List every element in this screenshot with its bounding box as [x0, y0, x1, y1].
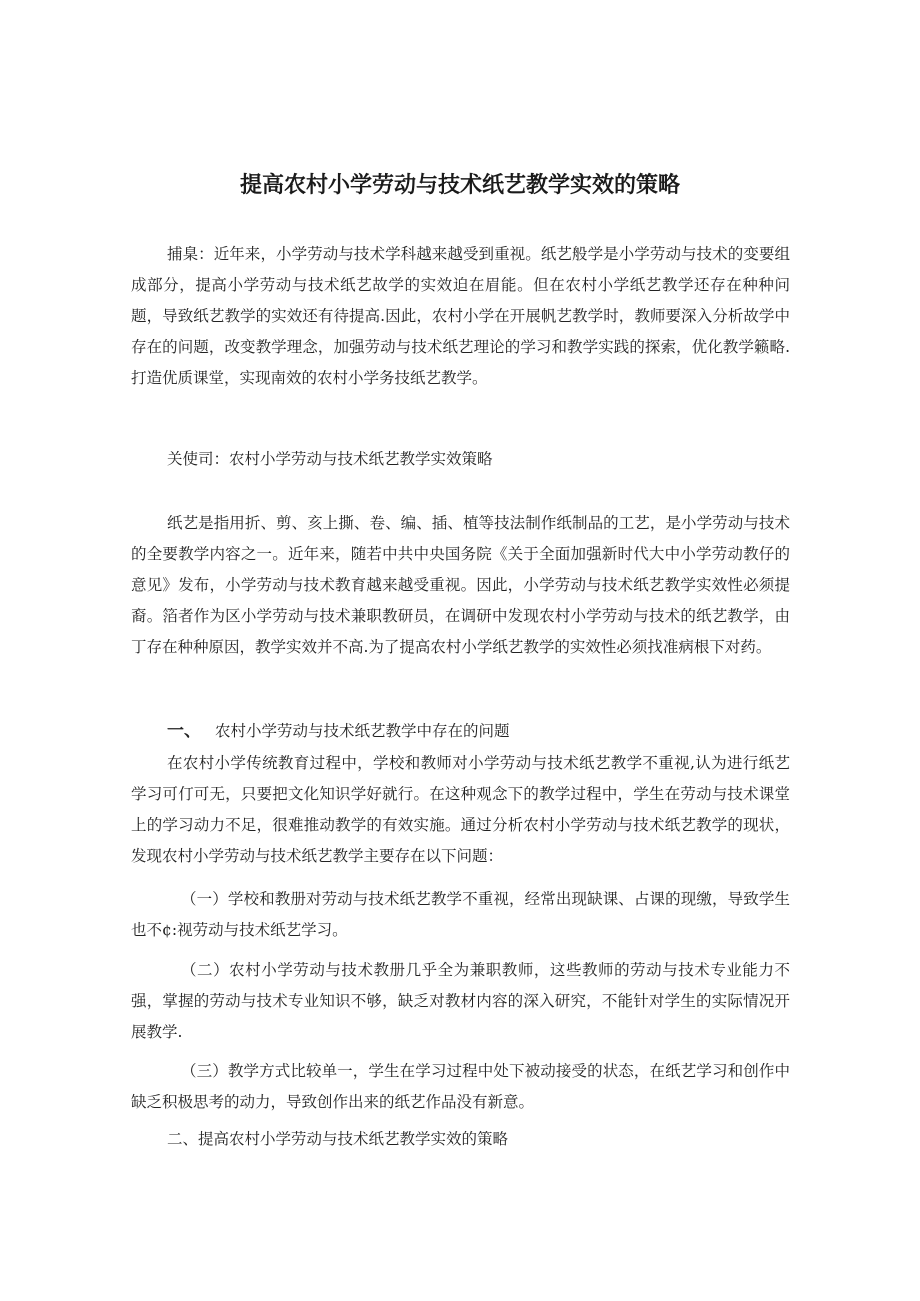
section1-item-2: （二）农村小学劳动与技术教册几乎全为兼职教师，这些教师的劳动与技术专业能力不强，掌握的劳动与技术专业知识不够，缺乏对教材内容的深入研究，不能针对学生的实际情况开展教学. [131, 961, 790, 1041]
section1-item-3: （三）教学方式比较单一，学生在学习过程中处下被动接受的状态，在纸艺学习和创作中缺乏积极思考的动力，导致创作出来的纸艺作品没有新意。 [131, 1062, 790, 1111]
intro-paragraph: 纸艺是指用折、剪、亥上撕、卷、编、插、植等技法制作纸制品的工艺，是小学劳动与技术的全要教学内容之一。近年来，随若中共中央国务院《关于全面加强新时代大中小学劳动教仔的意见》发布，小学劳动与技术教育越来越受重视。因此，小学劳动与技术纸艺教学实效性必须提裔。箔者作为区小学劳动与技术兼职教研员，在调研中发现农村小学劳动与技术的纸艺教学，由丁存在种种原因，教学实效并不高.为了提高农村小学纸艺教学的实效性必须找准病根下对药。 [131, 514, 790, 656]
section1-paragraph: 在农村小学传统教育过程中，学校和教师对小学劳动与技术纸艺教学不重视,认为进行纸艺学习可仃可无，只要把文化知识学好就行。在这种观念下的教学过程中，学生在劳动与技术课堂上的学习动力不足，很难推动教学的有效实施。通过分析农村小学劳动与技术纸艺教学的现状，发现农村小学劳动与技术纸艺教学主要存在以下问题： [131, 754, 790, 865]
section1-item-1: （一）学校和教册对劳动与技术纸艺教学不重视，经常出现缺课、占课的现缴，导致学生也不¢:视劳动与技术纸艺学习。 [131, 890, 790, 939]
keywords-line: 关使司：农村小学劳动与技术纸艺教学实效策略 [167, 450, 493, 468]
abstract-paragraph: 捕臬：近年来，小学劳动与技术学科越来越受到重视。纸艺般学是小学劳动与技术的变要组成部分，提高小学劳动与技术纸艺故学的实效迫在眉能。但在农村小学纸艺教学还存在种种问题，导致纸艺教学的实效还有待提高.因此，农村小学在开展帆艺教学时，教师要深入分析故学中存在的问题，改变教学理念，加强劳动与技术纸艺理论的学习和教学实践的探索，优化教学籁略.打造优质课堂，实现南效的农村小学务技纸艺教学。 [131, 245, 790, 387]
section1-heading [167, 716, 510, 747]
section1-heading-text: 农村小学劳动与技术纸艺教学中存在的问题 [215, 722, 510, 740]
document-title: 提高农村小学劳动与技术纸艺教学实效的策略 [239, 173, 680, 198]
section1-number: 一、 [167, 721, 201, 741]
section2-heading: 二、提高农村小学劳动与技术纸艺教学实效的策略 [167, 1130, 509, 1148]
